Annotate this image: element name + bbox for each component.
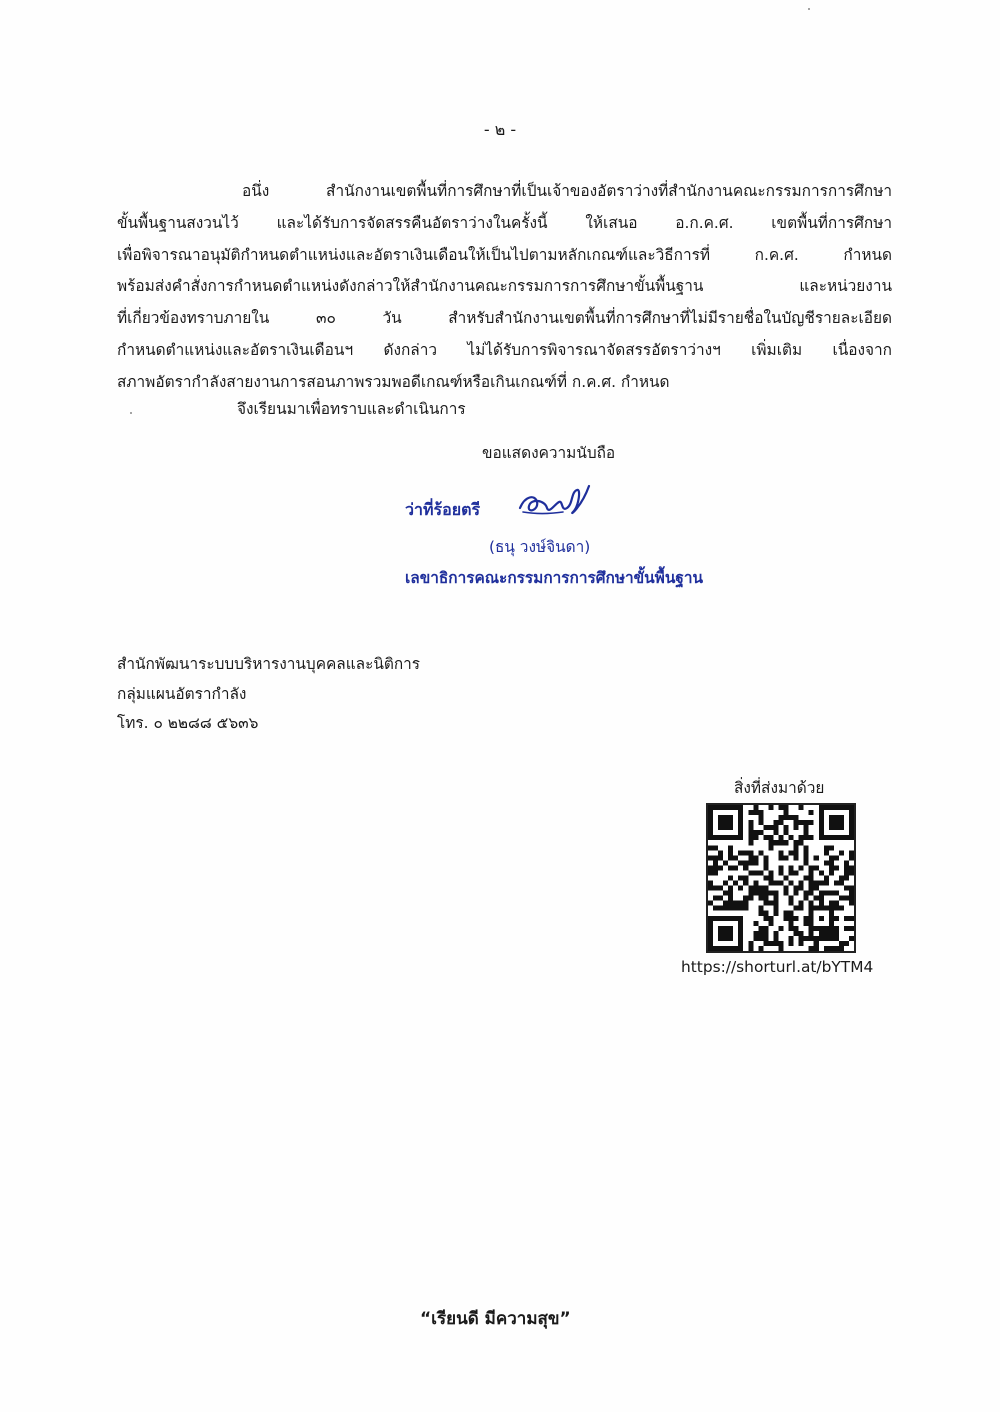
contact-phone: โทร. ๐ ๒๒๘๘ ๕๖๓๖	[117, 714, 259, 732]
qr-code	[706, 803, 856, 953]
body-line: ที่เกี่ยวข้องทราบภายใน ๓๐ วัน สำหรับสำนักงานเขตพื้นที่การศึกษาที่ไม่มีรายชื่อในบัญชีรายละเอียด	[117, 309, 892, 328]
page-number: - ๒ -	[483, 120, 517, 139]
body-line: พร้อมส่งคำสั่งการกำหนดตำแหน่งดังกล่าวให้สำนักงานคณะกรรมการการศึกษาขั้นพื้นฐาน และหน่วยงาน	[117, 277, 892, 296]
contact-office: สำนักพัฒนาระบบบริหารงานบุคคลและนิติการ	[117, 655, 421, 673]
body-line: อนึ่ง สำนักงานเขตพื้นที่การศึกษาที่เป็นเจ้าของอัตราว่างที่สำนักงานคณะกรรมการการศึกษา	[242, 182, 892, 200]
scan-speck	[808, 8, 810, 10]
body-line: กำหนดตำแหน่งและอัตราเงินเดือนฯ ดังกล่าว ไม่ได้รับการพิจารณาจัดสรรอัตราว่างฯ เพิ่มเติม เนื่องจาก	[117, 340, 892, 359]
enclosure-url[interactable]: https://shorturl.at/bYTM4	[681, 958, 874, 976]
enclosure-label: สิ่งที่ส่งมาด้วย	[734, 779, 825, 797]
motto: “เรียนดี มีความสุข”	[420, 1309, 571, 1329]
signatory-position: เลขาธิการคณะกรรมการการศึกษาขั้นพื้นฐาน	[405, 569, 704, 587]
signatory-name: (ธนุ วงษ์จินดา)	[489, 538, 591, 556]
body-line: ขั้นพื้นฐานสงวนไว้ และได้รับการจัดสรรคืนอัตราว่างในครั้งนี้ ให้เสนอ อ.ก.ค.ศ. เขตพื้นที่การศึกษา	[117, 213, 892, 232]
handwritten-signature	[515, 478, 595, 528]
body-line: สภาพอัตรากำลังสายงานการสอนภาพรวมพอดีเกณฑ์หรือเกินเกณฑ์ที่ ก.ค.ศ. กำหนด	[117, 372, 670, 391]
closing-request: จึงเรียนมาเพื่อทราบและดำเนินการ	[237, 400, 466, 418]
body-line: เพื่อพิจารณาอนุมัติกำหนดตำแหน่งและอัตราเงินเดือนให้เป็นไปตามหลักเกณฑ์และวิธีการที่ ก.ค.ศ. กำหนด	[117, 245, 892, 264]
contact-group: กลุ่มแผนอัตรากำลัง	[117, 684, 247, 703]
scan-speck	[130, 412, 132, 414]
contact-block	[117, 650, 420, 739]
signatory-rank: ว่าที่ร้อยตรี	[405, 500, 481, 519]
closing-salutation: ขอแสดงความนับถือ	[482, 444, 616, 462]
body-paragraph	[117, 176, 892, 399]
